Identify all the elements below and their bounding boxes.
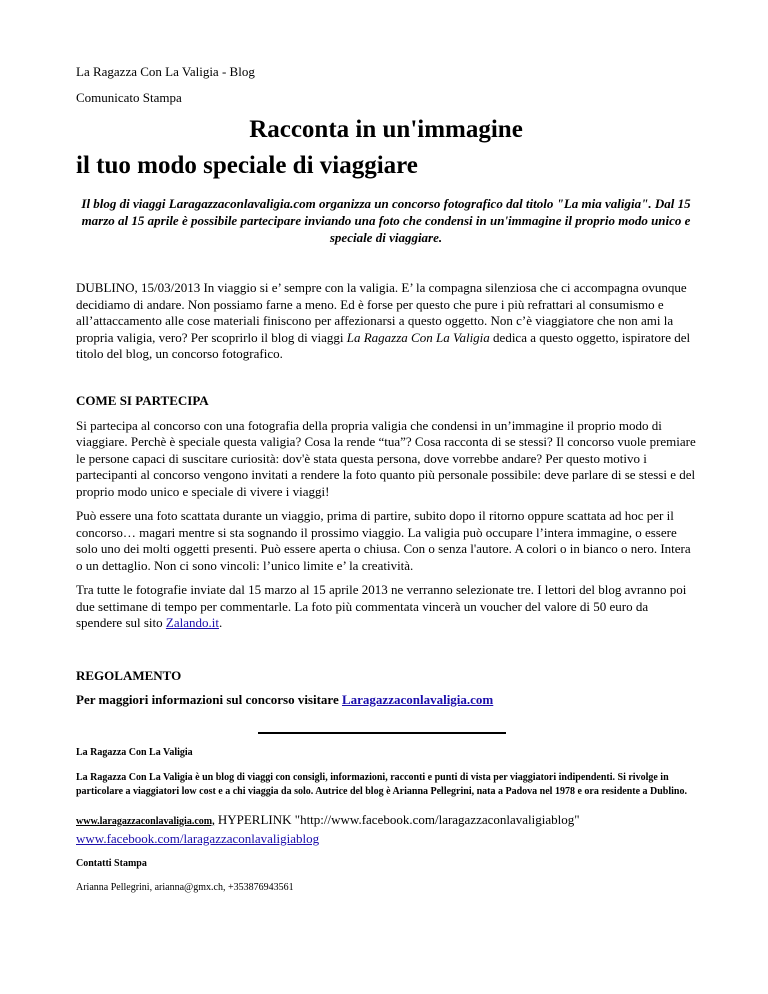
title-line-2: il tuo modo speciale di viaggiare [76, 152, 418, 179]
footer-description: La Ragazza Con La Valigia è un blog di viaggi con consigli, informazioni, racconti e punti di vista per viaggiatori indipendenti. Si rivolge in particolare a viaggiatori low cost e a chi viaggia da solo. Autrice del blog è Arianna Pellegrini, nata a Padova nel 1978 e ora residente a Dublino. [76, 771, 687, 797]
press-release-page [76, 60, 696, 905]
footer-org-name: La Ragazza Con La Valigia [76, 746, 193, 758]
intro-blog-name: La Ragazza Con La Valigia [346, 329, 490, 345]
participate-paragraph-2: Può essere una foto scattata durante un viaggio, prima di partire, subito dopo il ritorno oppure scattata ad hoc per il concorso… magari mentre si sta sognando il prossimo viaggio. La valigia può occupare l’intera immagine, o essere solo uno dei molti oggetti presenti. Può essere aperta o chiusa. Con o senza l'autore. A colori o in bianco o nero. Intera o un dettaglio. Non ci sono vincoli: l’unico limite e’ la creatività. [76, 508, 691, 573]
facebook-link[interactable]: www.facebook.com/laragazzaconlavaligiablog [76, 830, 320, 846]
participate-paragraph-3 [76, 582, 696, 632]
participate-paragraph-1: Si partecipa al concorso con una fotografia della propria valigia che condensi in un’immagine il proprio modo di viaggiare. Perchè è speciale questa valigia? Cosa la rende “tua”? Cosa racconta di se stessi? Il concorso vuole premiare le persone capaci di suscitare curiosità: dov'è stata questa persona, dove vorrebbe andare? Per questo motivo i partecipanti al concorso vengono invitati a rendere la foto quanto più personale possibile: deve parlare di se stessi e del proprio modo unico e speciale di vivere i viaggi! [76, 417, 696, 499]
zalando-link[interactable]: Zalando.it [165, 615, 219, 630]
paragraph-3-text: Tra tutte le fotografie inviate dal 15 marzo al 15 aprile 2013 ne verranno selezionate tre. I lettori del blog avranno poi due settimane di tempo per commentarle. La foto più commentata vincerà un voucher del valore di 50 euro da spendere sul sito [76, 582, 687, 630]
hyperlink-field-text: HYPERLINK "http://www.facebook.com/laragazzaconlavaligiablog" [214, 811, 580, 827]
title-line-1: Racconta in un'immagine [249, 116, 523, 143]
footer-links [76, 811, 696, 847]
document-type: Comunicato Stampa [76, 90, 182, 105]
paragraph-3-end: . [218, 615, 223, 630]
intro-paragraph [76, 280, 696, 363]
subtitle: Il blog di viaggi Laragazzaconlavaligia.com organizza un concorso fotografico dal titolo "La mia valigia". Dal 15 marzo al 15 aprile è possibile partecipare inviando una foto che condensi in un'immagine il proprio modo unico e speciale di viaggiare. [81, 196, 691, 245]
info-text: Per maggiori informazioni sul concorso visitare [76, 691, 342, 707]
contacts-details: Arianna Pellegrini, arianna@gmx.ch, +353876943561 [76, 881, 294, 893]
contacts-heading: Contatti Stampa [76, 857, 147, 869]
info-line [76, 692, 696, 708]
divider [258, 732, 506, 734]
intro-text-end: dedica a questo oggetto, ispiratore del titolo del blog, un concorso fotografico. [76, 329, 691, 361]
heading-come-si-partecipa: COME SI PARTECIPA [76, 392, 209, 408]
intro-text-start: DUBLINO, 15/03/2013 In viaggio si e’ sempre con la valigia. E’ la compagna silenziosa che ci accompagna ovunque decidiamo di andare. Non possiamo farne a meno. Ed è forse per questo che pure i più refrattari al consumismo e all’attaccamento alle cose materiali finiscono per affezionarsi a questo oggetto. Non c’è viaggiatore che non ami la propria valigia, vero? Per scoprirlo il blog di viaggi [76, 280, 687, 345]
blog-site-link[interactable]: Laragazzaconlavaligia.com [341, 691, 494, 707]
blog-name: La Ragazza Con La Valigia - Blog [76, 64, 255, 79]
heading-regolamento: REGOLAMENTO [76, 667, 182, 683]
website-link[interactable]: www.laragazzaconlavaligia.com, [76, 815, 215, 827]
